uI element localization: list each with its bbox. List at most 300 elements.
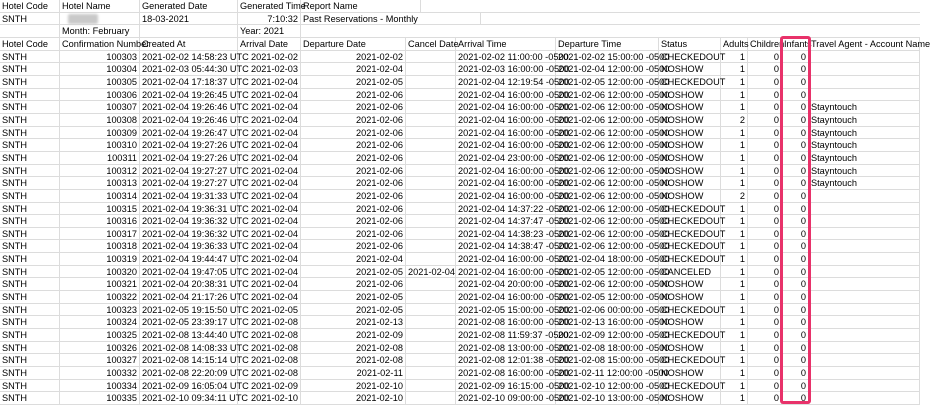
meta-report-name-value[interactable]: Past Reservations - Monthly — [301, 13, 481, 25]
cell-children[interactable]: 0 — [748, 354, 782, 366]
cell-travel-agent[interactable]: Stayntouch — [809, 165, 920, 177]
cell-travel-agent[interactable] — [809, 266, 920, 278]
cell-infants[interactable]: 0 — [782, 152, 809, 164]
cell-cancel-date[interactable] — [406, 342, 456, 354]
cell-confirmation-number[interactable]: 100305 — [60, 76, 140, 88]
cell-arrival-time[interactable]: 2021-02-04 14:37:22 -0500 — [458, 203, 570, 214]
cell-cancel-date[interactable]: 2021-02-04 — [408, 266, 455, 277]
cell-status[interactable]: CANCELED — [659, 266, 721, 278]
cell-status[interactable]: NOSHOW — [659, 392, 721, 404]
cell-status[interactable]: NOSHOW — [659, 278, 721, 290]
cell-departure-time[interactable]: 2021-02-06 12:00:00 -0500 — [558, 102, 670, 113]
cell-adults[interactable]: 1 — [721, 278, 748, 290]
cell-departure-date[interactable]: 2021-02-04 — [301, 253, 406, 265]
cell-cancel-date[interactable] — [406, 101, 456, 113]
column-header-hotel-code[interactable]: Hotel Code — [0, 38, 60, 50]
cell-created-at[interactable]: 2021-02-04 19:36:32 UTC — [142, 228, 249, 239]
cell-departure-time[interactable]: 2021-02-05 12:00:00 -0500 — [558, 292, 670, 303]
cell-departure-date[interactable]: 2021-02-06 — [301, 152, 406, 164]
cell-arrival-time[interactable]: 2021-02-04 16:00:00 -0500 — [458, 165, 570, 176]
cell-status[interactable]: NOSHOW — [659, 101, 721, 113]
cell-status[interactable]: CHECKEDOUT — [661, 304, 726, 315]
cell-infants[interactable]: 0 — [782, 253, 809, 265]
cell-status[interactable]: CHECKEDOUT — [661, 228, 726, 239]
cell-infants[interactable]: 0 — [782, 291, 809, 303]
cell-children[interactable]: 0 — [748, 342, 782, 354]
cell-adults[interactable]: 1 — [721, 51, 748, 63]
cell-confirmation-number[interactable]: 100315 — [60, 203, 140, 215]
cell-travel-agent[interactable] — [809, 215, 920, 227]
cell-created-at[interactable]: 2021-02-10 09:34:11 UTC — [142, 393, 249, 404]
cell-arrival-date[interactable]: 2021-02-03 — [238, 63, 301, 75]
column-header-status[interactable]: Status — [659, 38, 721, 50]
cell-created-at[interactable]: 2021-02-04 19:36:31 UTC — [142, 203, 249, 214]
cell-arrival-date[interactable]: 2021-02-10 — [238, 392, 301, 404]
cell-arrival-date[interactable]: 2021-02-04 — [238, 114, 301, 126]
cell-infants[interactable]: 0 — [782, 316, 809, 328]
cell-departure-date[interactable]: 2021-02-10 — [301, 380, 406, 392]
cell-created-at[interactable]: 2021-02-04 19:36:32 UTC — [142, 216, 249, 227]
cell-departure-time[interactable]: 2021-02-06 12:00:00 -0500 — [558, 152, 670, 163]
cell-arrival-date[interactable]: 2021-02-04 — [238, 165, 301, 177]
cell-departure-date[interactable]: 2021-02-06 — [301, 177, 406, 189]
cell-arrival-time[interactable]: 2021-02-05 15:00:00 -0500 — [458, 304, 570, 315]
cell-hotel-code[interactable]: SNTH — [0, 354, 60, 366]
cell-hotel-code[interactable]: SNTH — [0, 342, 60, 354]
cell-status[interactable]: CHECKEDOUT — [661, 51, 726, 62]
cell-confirmation-number[interactable]: 100327 — [60, 354, 140, 366]
cell-status[interactable]: NOSHOW — [659, 152, 721, 164]
cell-adults[interactable]: 1 — [721, 342, 748, 354]
cell-travel-agent[interactable] — [809, 190, 920, 202]
cell-hotel-code[interactable]: SNTH — [0, 316, 60, 328]
cell-departure-time[interactable]: 2021-02-08 15:00:00 -0500 — [558, 355, 670, 366]
cell-status[interactable]: CHECKEDOUT — [661, 216, 726, 227]
cell-departure-date[interactable]: 2021-02-10 — [301, 392, 406, 404]
cell-confirmation-number[interactable]: 100321 — [60, 278, 140, 290]
cell-created-at[interactable]: 2021-02-04 19:26:46 UTC — [142, 102, 249, 113]
cell-adults[interactable]: 1 — [721, 89, 748, 101]
cell-cancel-date[interactable] — [406, 114, 456, 126]
cell-adults[interactable]: 1 — [721, 177, 748, 189]
cell-travel-agent[interactable] — [809, 240, 920, 252]
cell-adults[interactable]: 1 — [721, 291, 748, 303]
cell-infants[interactable]: 0 — [782, 177, 809, 189]
cell-arrival-date[interactable]: 2021-02-04 — [238, 89, 301, 101]
cell-hotel-code[interactable]: SNTH — [0, 228, 60, 240]
cell-arrival-date[interactable]: 2021-02-02 — [238, 51, 301, 63]
cell-arrival-date[interactable]: 2021-02-04 — [238, 76, 301, 88]
cell-infants[interactable]: 0 — [782, 228, 809, 240]
cell-departure-date[interactable]: 2021-02-02 — [301, 51, 406, 63]
cell-status[interactable]: NOSHOW — [659, 177, 721, 189]
cell-adults[interactable]: 1 — [721, 228, 748, 240]
cell-hotel-code[interactable]: SNTH — [0, 367, 60, 379]
cell-cancel-date[interactable] — [406, 89, 456, 101]
cell-children[interactable]: 0 — [748, 203, 782, 215]
cell-children[interactable]: 0 — [748, 89, 782, 101]
cell-infants[interactable]: 0 — [782, 266, 809, 278]
cell-arrival-time[interactable]: 2021-02-04 16:00:00 -0500 — [458, 266, 570, 277]
cell-arrival-date[interactable]: 2021-02-04 — [238, 240, 301, 252]
cell-departure-date[interactable]: 2021-02-06 — [301, 89, 406, 101]
cell-infants[interactable]: 0 — [782, 114, 809, 126]
cell-arrival-time[interactable]: 2021-02-04 16:00:00 -0500 — [458, 140, 570, 151]
cell-infants[interactable]: 0 — [782, 89, 809, 101]
cell-travel-agent[interactable] — [809, 203, 920, 215]
cell-infants[interactable]: 0 — [782, 203, 809, 215]
cell-children[interactable]: 0 — [748, 304, 782, 316]
cell-infants[interactable]: 0 — [782, 329, 809, 341]
cell-travel-agent[interactable] — [809, 253, 920, 265]
cell-children[interactable]: 0 — [748, 215, 782, 227]
cell-cancel-date[interactable] — [406, 367, 456, 379]
cell-travel-agent[interactable] — [809, 380, 920, 392]
cell-arrival-time[interactable]: 2021-02-04 23:00:00 -0500 — [458, 152, 570, 163]
cell-children[interactable]: 0 — [748, 114, 782, 126]
cell-children[interactable]: 0 — [748, 101, 782, 113]
cell-travel-agent[interactable] — [809, 228, 920, 240]
cell-confirmation-number[interactable]: 100310 — [60, 139, 140, 151]
cell-travel-agent[interactable] — [809, 304, 920, 316]
cell-arrival-date[interactable]: 2021-02-04 — [238, 291, 301, 303]
cell-departure-time[interactable]: 2021-02-06 12:00:00 -0500 — [558, 127, 670, 138]
cell-adults[interactable]: 2 — [721, 190, 748, 202]
cell-cancel-date[interactable] — [406, 203, 456, 215]
cell-travel-agent[interactable] — [809, 316, 920, 328]
cell-adults[interactable]: 1 — [721, 266, 748, 278]
column-header-adults[interactable]: Adults — [723, 38, 749, 49]
cell-infants[interactable]: 0 — [782, 240, 809, 252]
cell-departure-time[interactable]: 2021-02-06 12:00:00 -0500 — [558, 140, 670, 151]
cell-infants[interactable]: 0 — [782, 392, 809, 404]
cell-departure-time[interactable]: 2021-02-06 12:00:00 -0500 — [558, 190, 670, 201]
cell-adults[interactable]: 1 — [721, 101, 748, 113]
cell-children[interactable]: 0 — [748, 76, 782, 88]
meta-generated-time-value[interactable]: 7:10:32 — [238, 13, 301, 25]
cell-arrival-time[interactable]: 2021-02-08 16:00:00 -0500 — [458, 368, 570, 379]
cell-travel-agent[interactable]: Stayntouch — [809, 152, 920, 164]
cell-created-at[interactable]: 2021-02-02 14:58:23 UTC — [142, 51, 249, 62]
cell-departure-date[interactable]: 2021-02-06 — [301, 190, 406, 202]
cell-arrival-date[interactable]: 2021-02-08 — [238, 329, 301, 341]
cell-travel-agent[interactable]: Stayntouch — [809, 114, 920, 126]
cell-travel-agent[interactable] — [809, 329, 920, 341]
cell-cancel-date[interactable] — [406, 316, 456, 328]
cell-departure-time[interactable]: 2021-02-09 12:00:00 -0500 — [558, 330, 670, 341]
cell-infants[interactable]: 0 — [782, 165, 809, 177]
cell-cancel-date[interactable] — [406, 177, 456, 189]
cell-arrival-time[interactable]: 2021-02-04 12:19:54 -0500 — [458, 76, 570, 87]
cell-travel-agent[interactable] — [809, 89, 920, 101]
cell-children[interactable]: 0 — [748, 139, 782, 151]
cell-created-at[interactable]: 2021-02-04 19:26:45 UTC — [142, 89, 249, 100]
cell-children[interactable]: 0 — [748, 367, 782, 379]
cell-confirmation-number[interactable]: 100306 — [60, 89, 140, 101]
cell-hotel-code[interactable]: SNTH — [0, 392, 60, 404]
cell-adults[interactable]: 1 — [721, 329, 748, 341]
cell-departure-time[interactable]: 2021-02-08 18:00:00 -0500 — [558, 342, 670, 353]
cell-cancel-date[interactable] — [406, 139, 456, 151]
cell-cancel-date[interactable] — [406, 152, 456, 164]
cell-infants[interactable]: 0 — [782, 127, 809, 139]
cell-arrival-time[interactable]: 2021-02-04 16:00:00 -0500 — [458, 127, 570, 138]
cell-arrival-time[interactable]: 2021-02-04 16:00:00 -0500 — [458, 292, 570, 303]
cell-travel-agent[interactable] — [809, 367, 920, 379]
meta-hotel-name-value[interactable] — [60, 13, 140, 25]
cell-confirmation-number[interactable]: 100311 — [60, 152, 140, 164]
cell-departure-date[interactable]: 2021-02-13 — [301, 316, 406, 328]
cell-infants[interactable]: 0 — [782, 76, 809, 88]
cell-confirmation-number[interactable]: 100309 — [60, 127, 140, 139]
cell-hotel-code[interactable]: SNTH — [0, 190, 60, 202]
cell-cancel-date[interactable] — [406, 304, 456, 316]
cell-departure-date[interactable]: 2021-02-06 — [301, 114, 406, 126]
cell-created-at[interactable]: 2021-02-04 19:47:05 UTC — [142, 266, 249, 277]
cell-status[interactable]: NOSHOW — [659, 367, 721, 379]
cell-created-at[interactable]: 2021-02-04 19:36:33 UTC — [142, 241, 249, 252]
cell-arrival-date[interactable]: 2021-02-04 — [238, 266, 301, 278]
cell-adults[interactable]: 1 — [721, 316, 748, 328]
cell-cancel-date[interactable] — [406, 51, 456, 63]
cell-status[interactable]: CHECKEDOUT — [661, 254, 726, 265]
cell-travel-agent[interactable] — [809, 278, 920, 290]
column-header-cancel-date[interactable]: Cancel Date — [408, 38, 459, 49]
cell-arrival-time[interactable]: 2021-02-08 16:00:00 -0500 — [458, 317, 570, 328]
cell-children[interactable]: 0 — [748, 316, 782, 328]
cell-hotel-code[interactable]: SNTH — [0, 76, 60, 88]
cell-created-at[interactable]: 2021-02-04 19:27:26 UTC — [142, 140, 249, 151]
cell-infants[interactable]: 0 — [782, 278, 809, 290]
cell-children[interactable]: 0 — [748, 266, 782, 278]
cell-arrival-time[interactable]: 2021-02-04 16:00:00 -0500 — [458, 89, 570, 100]
cell-cancel-date[interactable] — [406, 190, 456, 202]
cell-departure-date[interactable]: 2021-02-04 — [301, 63, 406, 75]
cell-infants[interactable]: 0 — [782, 354, 809, 366]
cell-children[interactable]: 0 — [748, 278, 782, 290]
cell-travel-agent[interactable] — [809, 342, 920, 354]
cell-departure-time[interactable]: 2021-02-06 12:00:00 -0500 — [558, 165, 670, 176]
cell-arrival-date[interactable]: 2021-02-04 — [238, 253, 301, 265]
cell-children[interactable]: 0 — [748, 165, 782, 177]
cell-departure-time[interactable]: 2021-02-04 18:00:00 -0500 — [558, 254, 670, 265]
cell-adults[interactable]: 1 — [721, 76, 748, 88]
cell-infants[interactable]: 0 — [782, 51, 809, 63]
cell-created-at[interactable]: 2021-02-04 19:31:33 UTC — [142, 190, 249, 201]
cell-status[interactable]: CHECKEDOUT — [661, 355, 726, 366]
cell-cancel-date[interactable] — [406, 228, 456, 240]
cell-hotel-code[interactable]: SNTH — [0, 63, 60, 75]
cell-created-at[interactable]: 2021-02-08 14:08:33 UTC — [142, 342, 249, 353]
cell-departure-time[interactable]: 2021-02-10 13:00:00 -0500 — [558, 393, 670, 404]
cell-hotel-code[interactable]: SNTH — [0, 89, 60, 101]
meta-header-report-name[interactable]: Report Name — [301, 0, 421, 12]
cell-hotel-code[interactable]: SNTH — [0, 152, 60, 164]
cell-arrival-date[interactable]: 2021-02-04 — [238, 127, 301, 139]
cell-confirmation-number[interactable]: 100324 — [60, 316, 140, 328]
cell-cancel-date[interactable] — [406, 380, 456, 392]
cell-arrival-date[interactable]: 2021-02-08 — [238, 354, 301, 366]
cell-hotel-code[interactable]: SNTH — [0, 101, 60, 113]
cell-created-at[interactable]: 2021-02-05 23:39:17 UTC — [142, 317, 249, 328]
cell-departure-time[interactable]: 2021-02-06 12:00:00 -0500 — [558, 216, 670, 227]
cell-adults[interactable]: 2 — [721, 114, 748, 126]
cell-status[interactable]: NOSHOW — [659, 190, 721, 202]
cell-infants[interactable]: 0 — [782, 380, 809, 392]
cell-status[interactable]: NOSHOW — [659, 291, 721, 303]
cell-departure-date[interactable]: 2021-02-06 — [301, 127, 406, 139]
cell-departure-date[interactable]: 2021-02-05 — [301, 304, 406, 316]
cell-children[interactable]: 0 — [748, 240, 782, 252]
column-header-travel-agent[interactable]: Travel Agent - Account Name — [811, 38, 930, 49]
cell-arrival-time[interactable]: 2021-02-10 09:00:00 -0500 — [458, 393, 570, 404]
cell-arrival-time[interactable]: 2021-02-03 16:00:00 -0500 — [458, 64, 570, 75]
column-header-arrival-date[interactable]: Arrival Date — [238, 38, 301, 50]
cell-arrival-date[interactable]: 2021-02-04 — [238, 278, 301, 290]
cell-infants[interactable]: 0 — [782, 342, 809, 354]
cell-confirmation-number[interactable]: 100334 — [60, 380, 140, 392]
cell-status[interactable]: NOSHOW — [659, 63, 721, 75]
cell-children[interactable]: 0 — [748, 291, 782, 303]
cell-confirmation-number[interactable]: 100313 — [60, 177, 140, 189]
cell-departure-time[interactable]: 2021-02-13 16:00:00 -0500 — [558, 317, 670, 328]
cell-adults[interactable]: 1 — [721, 152, 748, 164]
cell-infants[interactable]: 0 — [782, 367, 809, 379]
cell-cancel-date[interactable] — [406, 240, 456, 252]
cell-confirmation-number[interactable]: 100314 — [60, 190, 140, 202]
cell-cancel-date[interactable] — [406, 291, 456, 303]
cell-children[interactable]: 0 — [748, 380, 782, 392]
cell-arrival-date[interactable]: 2021-02-05 — [238, 304, 301, 316]
cell-hotel-code[interactable]: SNTH — [0, 240, 60, 252]
cell-adults[interactable]: 1 — [721, 253, 748, 265]
cell-cancel-date[interactable] — [406, 215, 456, 227]
cell-departure-date[interactable]: 2021-02-11 — [301, 367, 406, 379]
cell-children[interactable]: 0 — [748, 152, 782, 164]
cell-arrival-time[interactable]: 2021-02-09 16:15:00 -0500 — [458, 380, 570, 391]
column-header-children[interactable]: Children — [750, 38, 785, 49]
cell-confirmation-number[interactable]: 100319 — [60, 253, 140, 265]
cell-departure-date[interactable]: 2021-02-08 — [301, 354, 406, 366]
cell-infants[interactable]: 0 — [782, 190, 809, 202]
cell-adults[interactable]: 1 — [721, 367, 748, 379]
cell-arrival-date[interactable]: 2021-02-04 — [238, 203, 301, 215]
cell-confirmation-number[interactable]: 100332 — [60, 367, 140, 379]
cell-arrival-time[interactable]: 2021-02-04 16:00:00 -0500 — [458, 102, 570, 113]
cell-status[interactable]: CHECKEDOUT — [661, 203, 726, 214]
cell-arrival-time[interactable]: 2021-02-04 14:37:47 -0500 — [458, 216, 570, 227]
cell-arrival-date[interactable]: 2021-02-04 — [238, 190, 301, 202]
cell-travel-agent[interactable] — [809, 354, 920, 366]
cell-departure-date[interactable]: 2021-02-06 — [301, 278, 406, 290]
cell-status[interactable]: NOSHOW — [659, 114, 721, 126]
cell-hotel-code[interactable]: SNTH — [0, 304, 60, 316]
cell-arrival-date[interactable]: 2021-02-09 — [238, 380, 301, 392]
cell-departure-date[interactable]: 2021-02-06 — [301, 139, 406, 151]
cell-travel-agent[interactable] — [809, 392, 920, 404]
column-header-departure-date[interactable]: Departure Date — [301, 38, 406, 50]
cell-children[interactable]: 0 — [748, 177, 782, 189]
period-empty-cell[interactable] — [140, 25, 238, 37]
cell-hotel-code[interactable]: SNTH — [0, 329, 60, 341]
period-empty-cell[interactable] — [0, 25, 60, 37]
cell-confirmation-number[interactable]: 100308 — [60, 114, 140, 126]
cell-created-at[interactable]: 2021-02-08 14:15:14 UTC — [142, 355, 249, 366]
meta-header-hotel-code[interactable]: Hotel Code — [0, 0, 60, 12]
cell-departure-time[interactable]: 2021-02-06 00:00:00 -0500 — [558, 304, 670, 315]
cell-departure-date[interactable]: 2021-02-09 — [301, 329, 406, 341]
cell-created-at[interactable]: 2021-02-08 13:44:40 UTC — [142, 330, 249, 341]
cell-arrival-time[interactable]: 2021-02-04 20:00:00 -0500 — [458, 279, 570, 290]
cell-created-at[interactable]: 2021-02-03 05:44:30 UTC — [142, 64, 249, 75]
cell-hotel-code[interactable]: SNTH — [0, 165, 60, 177]
cell-departure-date[interactable]: 2021-02-06 — [301, 215, 406, 227]
cell-departure-time[interactable]: 2021-02-06 12:00:00 -0500 — [558, 114, 670, 125]
cell-departure-time[interactable]: 2021-02-06 12:00:00 -0500 — [558, 203, 670, 214]
cell-cancel-date[interactable] — [406, 329, 456, 341]
cell-status[interactable]: NOSHOW — [659, 127, 721, 139]
cell-departure-time[interactable]: 2021-02-06 12:00:00 -0500 — [558, 89, 670, 100]
cell-departure-time[interactable]: 2021-02-06 12:00:00 -0500 — [558, 241, 670, 252]
cell-departure-time[interactable]: 2021-02-06 12:00:00 -0500 — [558, 228, 670, 239]
cell-created-at[interactable]: 2021-02-04 19:27:27 UTC — [142, 178, 249, 189]
cell-arrival-date[interactable]: 2021-02-04 — [238, 228, 301, 240]
cell-children[interactable]: 0 — [748, 228, 782, 240]
cell-cancel-date[interactable] — [406, 354, 456, 366]
cell-departure-date[interactable]: 2021-02-06 — [301, 101, 406, 113]
cell-arrival-date[interactable]: 2021-02-08 — [238, 316, 301, 328]
cell-hotel-code[interactable]: SNTH — [0, 114, 60, 126]
cell-created-at[interactable]: 2021-02-04 20:38:31 UTC — [142, 279, 249, 290]
cell-hotel-code[interactable]: SNTH — [0, 215, 60, 227]
cell-departure-time[interactable]: 2021-02-06 12:00:00 -0500 — [558, 279, 670, 290]
cell-infants[interactable]: 0 — [782, 63, 809, 75]
cell-adults[interactable]: 1 — [721, 215, 748, 227]
cell-children[interactable]: 0 — [748, 127, 782, 139]
cell-travel-agent[interactable] — [809, 63, 920, 75]
cell-arrival-date[interactable]: 2021-02-04 — [238, 152, 301, 164]
cell-travel-agent[interactable] — [809, 51, 920, 63]
cell-cancel-date[interactable] — [406, 253, 456, 265]
cell-status[interactable]: NOSHOW — [659, 316, 721, 328]
year-label[interactable]: Year: 2021 — [238, 25, 301, 37]
cell-departure-date[interactable]: 2021-02-06 — [301, 203, 406, 215]
cell-cancel-date[interactable] — [406, 76, 456, 88]
cell-travel-agent[interactable] — [809, 291, 920, 303]
cell-infants[interactable]: 0 — [782, 304, 809, 316]
meta-header-generated-time[interactable]: Generated Time — [240, 1, 306, 11]
cell-confirmation-number[interactable]: 100317 — [60, 228, 140, 240]
cell-hotel-code[interactable]: SNTH — [0, 266, 60, 278]
cell-arrival-date[interactable]: 2021-02-08 — [238, 342, 301, 354]
cell-departure-time[interactable]: 2021-02-02 15:00:00 -0500 — [558, 51, 670, 62]
cell-cancel-date[interactable] — [406, 63, 456, 75]
cell-confirmation-number[interactable]: 100303 — [60, 51, 140, 63]
cell-arrival-time[interactable]: 2021-02-04 16:00:00 -0500 — [458, 114, 570, 125]
cell-confirmation-number[interactable]: 100320 — [60, 266, 140, 278]
cell-hotel-code[interactable]: SNTH — [0, 253, 60, 265]
column-header-departure-time[interactable]: Departure Time — [556, 38, 659, 50]
cell-arrival-time[interactable]: 2021-02-04 16:00:00 -0500 — [458, 178, 570, 189]
cell-cancel-date[interactable] — [406, 127, 456, 139]
cell-created-at[interactable]: 2021-02-04 19:26:47 UTC — [142, 127, 249, 138]
cell-confirmation-number[interactable]: 100318 — [60, 240, 140, 252]
cell-hotel-code[interactable]: SNTH — [0, 51, 60, 63]
cell-status[interactable]: CHECKEDOUT — [661, 380, 726, 391]
cell-hotel-code[interactable]: SNTH — [0, 127, 60, 139]
cell-created-at[interactable]: 2021-02-04 19:27:26 UTC — [142, 152, 249, 163]
cell-travel-agent[interactable]: Stayntouch — [809, 139, 920, 151]
